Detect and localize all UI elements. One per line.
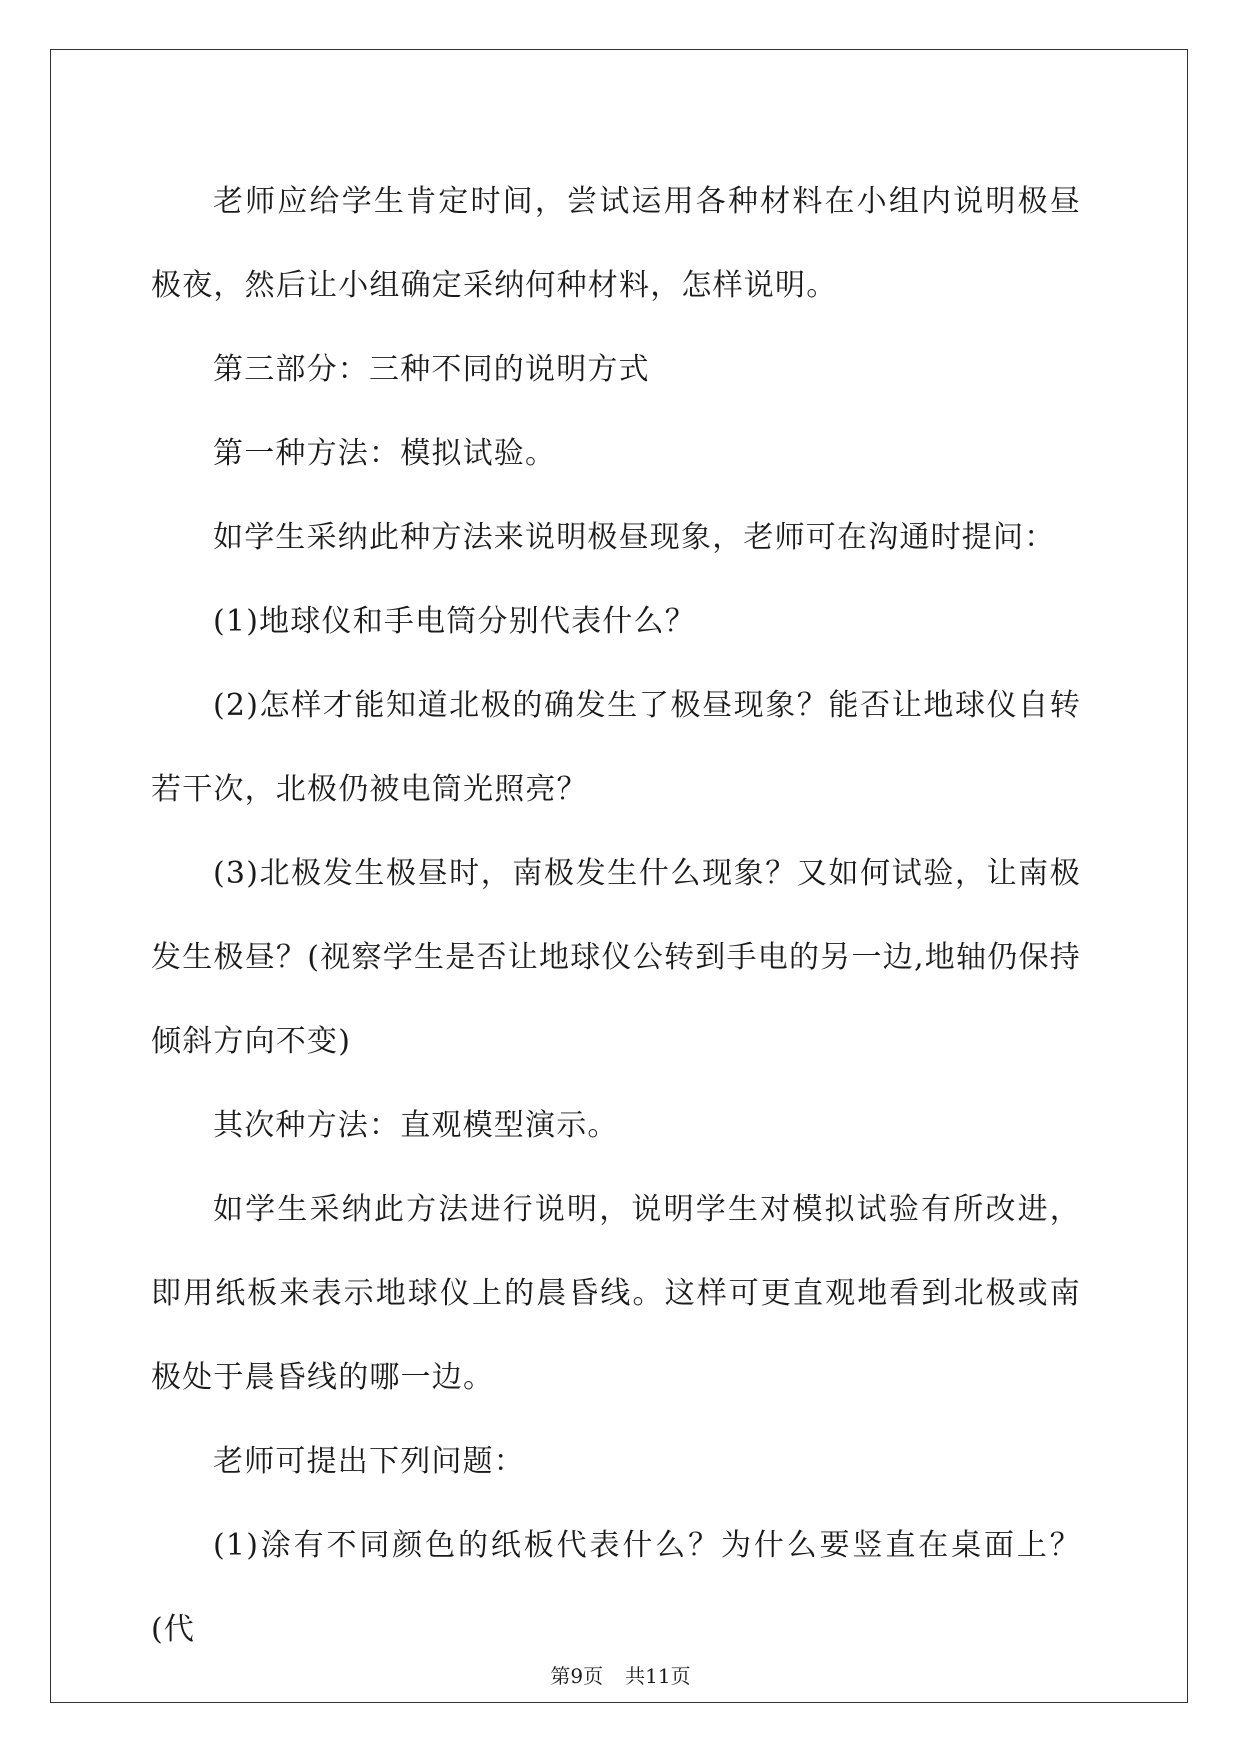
page-number: 第9页	[550, 1664, 604, 1688]
paragraph-8: 其次种方法：直观模型演示。	[213, 1108, 619, 1143]
paragraph-1: 老师应给学生肯定时间，尝试运用各种材料在小组内说明极昼极夜，然后让小组确定采纳何种材料，怎样说明。	[151, 184, 1081, 303]
document-body	[151, 160, 1081, 1672]
paragraph-2: 第三部分：三种不同的说明方式	[213, 352, 650, 387]
page-total: 共11页	[625, 1664, 691, 1688]
paragraph-11: (1)涂有不同颜色的纸板代表什么？为什么要竖直在桌面上？(代	[151, 1528, 1081, 1647]
paragraph-7: (3)北极发生极昼时，南极发生什么现象？又如何试验，让南极发生极昼？(视察学生是否让地球仪公转到手电的另一边,地轴仍保持倾斜方向不变)	[151, 856, 1081, 1059]
paragraph-6: (2)怎样才能知道北极的确发生了极昼现象？能否让地球仪自转若干次，北极仍被电筒光照亮？	[151, 688, 1081, 807]
paragraph-10: 老师可提出下列问题：	[213, 1444, 525, 1479]
paragraph-3: 第一种方法：模拟试验。	[213, 436, 557, 471]
paragraph-9: 如学生采纳此方法进行说明，说明学生对模拟试验有所改进，即用纸板来表示地球仪上的晨昏线。这样可更直观地看到北极或南极处于晨昏线的哪一边。	[151, 1192, 1081, 1395]
paragraph-5: (1)地球仪和手电筒分别代表什么？	[213, 604, 696, 639]
page-footer	[0, 1664, 1241, 1688]
paragraph-4: 如学生采纳此种方法来说明极昼现象，老师可在沟通时提问：	[213, 520, 1056, 555]
